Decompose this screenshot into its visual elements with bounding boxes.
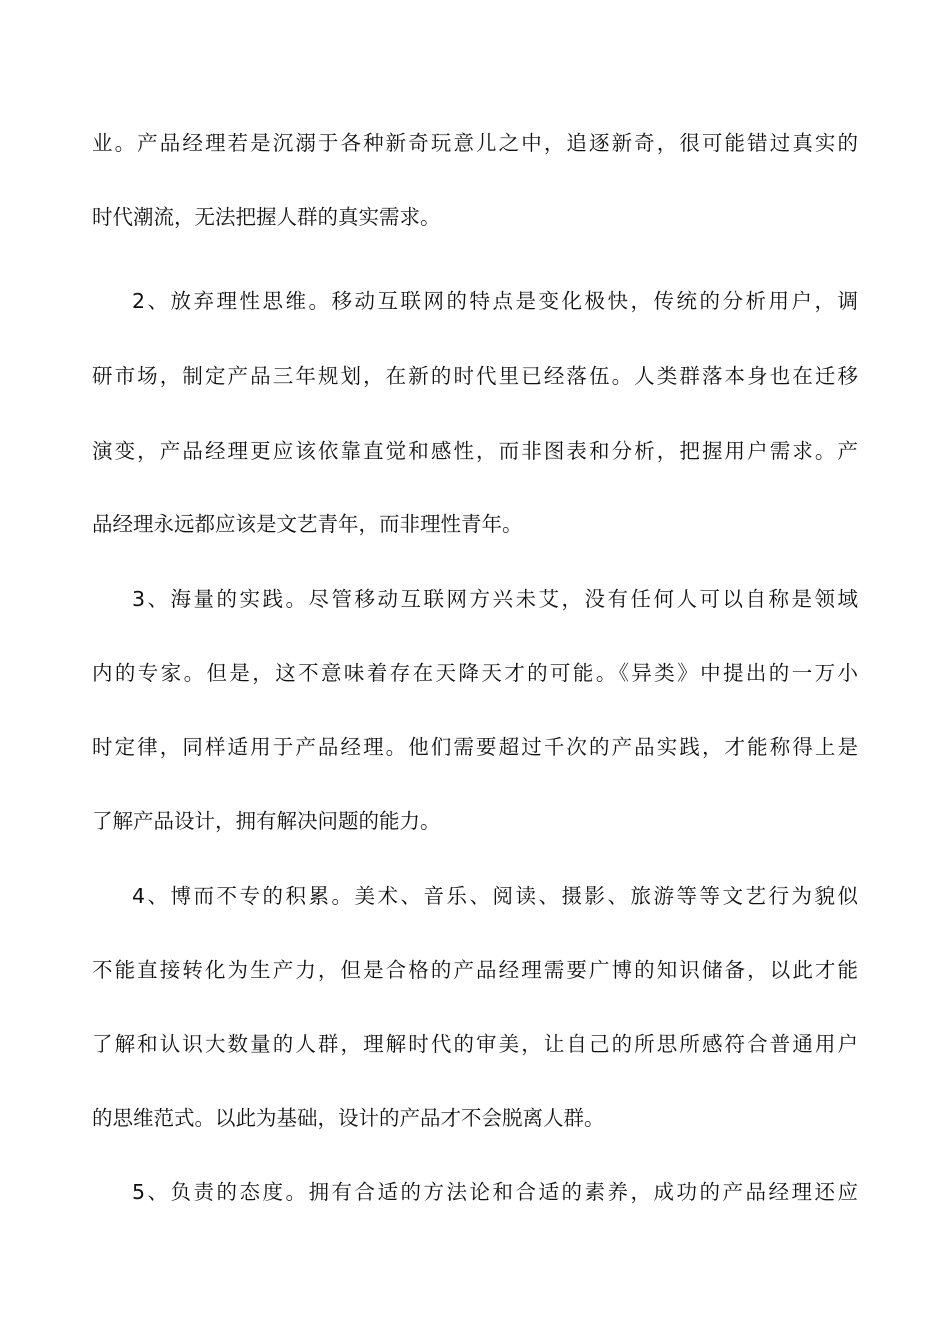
text-line: 4、博而不专的积累。美术、音乐、阅读、摄影、旅游等等文艺行为貌似 (132, 884, 858, 908)
text-line: 演变，产品经理更应该依靠直觉和感性，而非图表和分析，把握用户需求。产 (92, 439, 858, 463)
text-line: 品经理永远都应该是文艺青年，而非理性青年。 (92, 512, 523, 536)
text-line: 时代潮流，无法把握人群的真实需求。 (92, 205, 441, 229)
text-line: 了解产品设计，拥有解决问题的能力。 (92, 809, 441, 833)
text-line: 的思维范式。以此为基础，设计的产品才不会脱离人群。 (92, 1106, 605, 1130)
text-line: 5、负责的态度。拥有合适的方法论和合适的素养，成功的产品经理还应 (132, 1180, 858, 1204)
text-line: 内的专家。但是，这不意味着存在天降天才的可能。《异类》中提出的一万小 (92, 661, 858, 685)
text-line: 了解和认识大数量的人群，理解时代的审美，让自己的所思所感符合普通用户 (92, 1032, 858, 1056)
text-line: 业。产品经理若是沉溺于各种新奇玩意儿之中，追逐新奇，很可能错过真实的 (92, 131, 858, 155)
text-line: 时定律，同样适用于产品经理。他们需要超过千次的产品实践，才能称得上是 (92, 735, 858, 759)
text-line: 不能直接转化为生产力，但是合格的产品经理需要广博的知识储备，以此才能 (92, 958, 858, 982)
text-line: 3、海量的实践。尽管移动互联网方兴未艾，没有任何人可以自称是领域 (132, 587, 858, 611)
text-line: 2、放弃理性思维。移动互联网的特点是变化极快，传统的分析用户，调 (132, 289, 858, 313)
text-line: 研市场，制定产品三年规划，在新的时代里已经落伍。人类群落本身也在迁移 (92, 364, 858, 388)
